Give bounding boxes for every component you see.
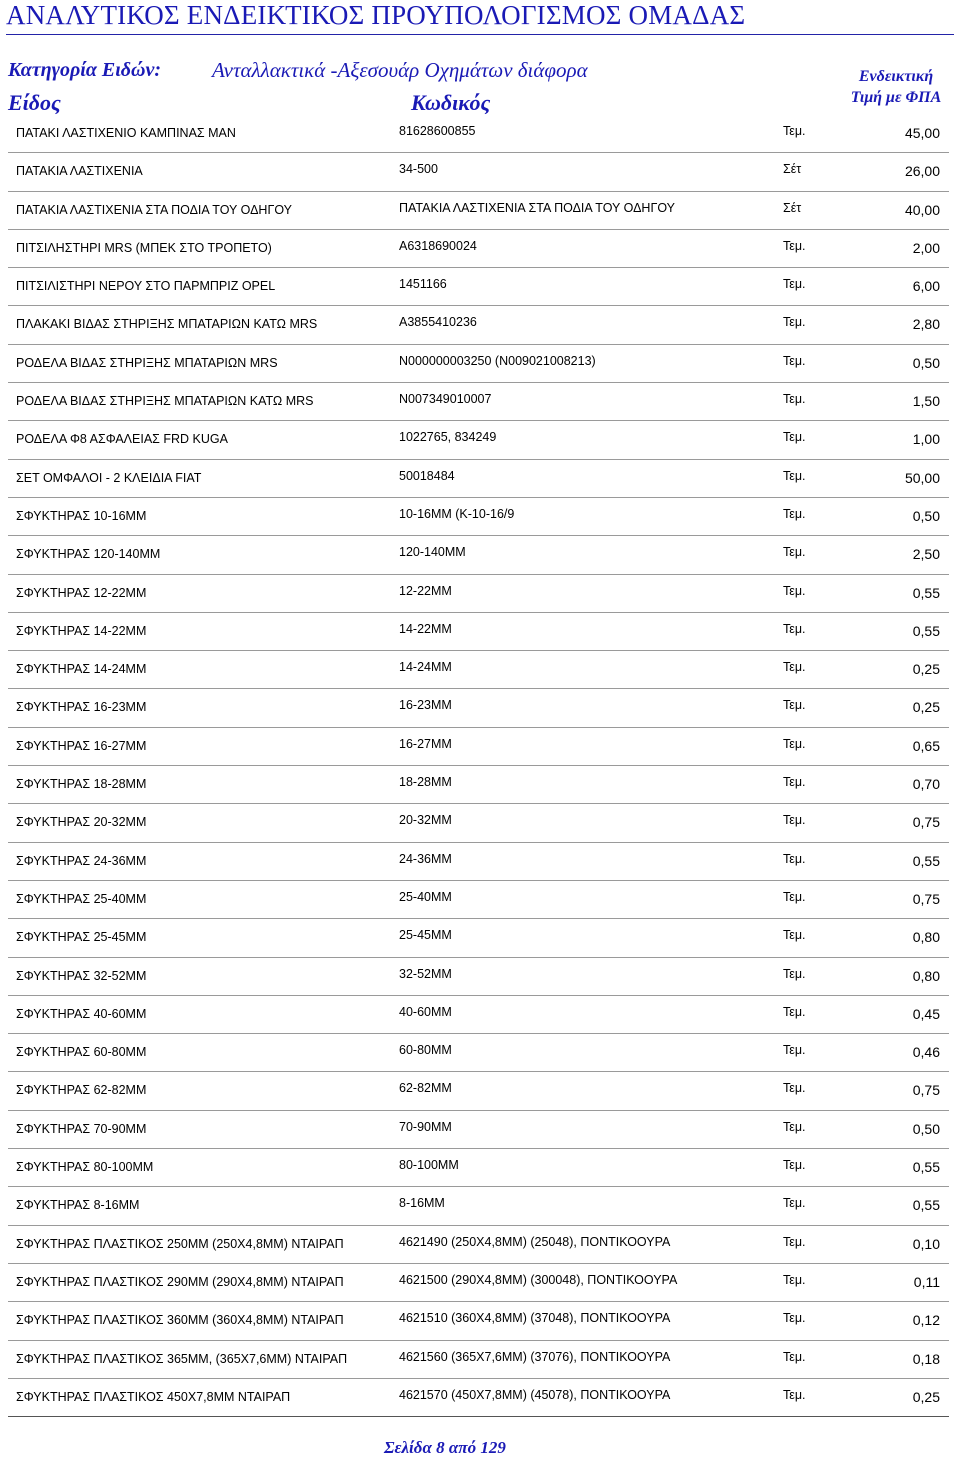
item-price: 0,50: [912, 1120, 940, 1137]
item-price: 1,00: [912, 431, 940, 448]
item-code: 1022765, 834249: [399, 430, 497, 445]
item-code: 81628600855: [399, 124, 476, 138]
item-name: ΠΑΤΑΚΙ ΛΑΣΤΙΧΕΝΙΟ ΚΑΜΠΙΝΑΣ MAN: [16, 126, 236, 140]
item-price: 0,65: [912, 737, 940, 754]
item-name: ΣΦΥΚΤΗΡΑΣ 120-140ΜΜ: [16, 547, 161, 562]
item-code: 62-82ΜΜ: [399, 1081, 452, 1096]
item-price: 2,50: [912, 546, 940, 563]
item-price: 2,80: [912, 316, 940, 333]
item-price: 0,46: [912, 1044, 940, 1061]
table-row: [8, 1072, 949, 1110]
price-column-header: [836, 66, 956, 108]
item-code: 50018484: [399, 468, 455, 483]
item-name: ΣΦΥΚΤΗΡΑΣ 70-90ΜΜ: [16, 1121, 147, 1136]
table-row: [8, 498, 949, 536]
item-name: ΣΦΥΚΤΗΡΑΣ 18-28ΜΜ: [16, 777, 147, 792]
item-price: 0,18: [912, 1350, 940, 1367]
item-price: 26,00: [904, 163, 940, 180]
item-unit: Τεμ.: [783, 1387, 806, 1402]
table-row: [8, 613, 949, 651]
table-row: [8, 1187, 949, 1225]
item-price: 0,45: [912, 1005, 940, 1022]
item-unit: Τεμ.: [783, 851, 806, 866]
item-name: ΣΦΥΚΤΗΡΑΣ 40-60ΜΜ: [16, 1006, 147, 1021]
item-unit: Τεμ.: [783, 1311, 806, 1326]
item-code: 34-500: [399, 162, 438, 177]
item-unit: Τεμ.: [783, 621, 806, 636]
item-code: 32-52ΜΜ: [399, 966, 452, 981]
item-name: ΠΛΑΚΑΚΙ ΒΙΔΑΣ ΣΤΗΡΙΞΗΣ ΜΠΑΤΑΡΙΩΝ ΚΑΤΩ MRS: [16, 317, 318, 332]
item-unit: Τεμ.: [783, 506, 806, 521]
price-header-line1: Ενδεικτική: [858, 68, 934, 85]
item-name: ΡΟΔΕΛΑ ΒΙΔΑΣ ΣΤΗΡΙΞΗΣ ΜΠΑΤΑΡΙΩΝ ΚΑΤΩ MRS: [16, 394, 314, 409]
item-code: 14-22ΜΜ: [399, 621, 452, 636]
item-code: N007349010007: [399, 392, 492, 407]
item-price: 0,80: [912, 929, 940, 946]
item-price: 6,00: [912, 278, 940, 295]
item-unit: Τεμ.: [783, 889, 806, 904]
item-code: 16-27ΜΜ: [399, 736, 452, 751]
table-row: [8, 728, 949, 766]
item-price: 0,75: [912, 1082, 940, 1099]
item-code: 40-60ΜΜ: [399, 1004, 452, 1019]
item-code: 4621500 (290Χ4,8ΜΜ) (300048), ΠΟΝΤΙΚΟΟΥΡΑ: [399, 1272, 678, 1287]
table-row: [8, 881, 949, 919]
item-unit: Τεμ.: [783, 353, 806, 368]
table-row: [8, 421, 949, 459]
item-code: 18-28ΜΜ: [399, 775, 452, 790]
item-unit: Τεμ.: [783, 813, 806, 828]
item-name: ΣΦΥΚΤΗΡΑΣ 16-27ΜΜ: [16, 738, 147, 753]
item-price: 0,55: [912, 622, 940, 639]
item-code: 25-45ΜΜ: [399, 928, 452, 943]
item-name: ΣΦΥΚΤΗΡΑΣ 32-52ΜΜ: [16, 968, 147, 983]
table-row: [8, 1264, 949, 1302]
table-row: [8, 1111, 949, 1149]
item-unit: Τεμ.: [783, 124, 806, 138]
item-code: ΠΑΤΑΚΙΑ ΛΑΣΤΙΧΕΝΙΑ ΣΤΑ ΠΟΔΙΑ ΤΟΥ ΟΔΗΓΟΥ: [399, 200, 675, 215]
item-price: 0,55: [912, 1159, 940, 1176]
item-unit: Τεμ.: [783, 468, 806, 483]
table-row: [8, 1379, 949, 1417]
item-column-header: Είδος: [8, 90, 61, 115]
item-code: 16-23ΜΜ: [399, 698, 452, 713]
table-row: [8, 843, 949, 881]
table-row: [8, 766, 949, 804]
table-row: [8, 1226, 949, 1264]
item-code: 24-36ΜΜ: [399, 851, 452, 866]
item-name: ΣΦΥΚΤΗΡΑΣ 16-23ΜΜ: [16, 700, 147, 715]
table-row: [8, 919, 949, 957]
category-label: Κατηγορία Ειδών:: [8, 59, 162, 81]
item-price: 2,00: [912, 239, 940, 256]
item-name: ΣΦΥΚΤΗΡΑΣ 24-36ΜΜ: [16, 853, 147, 868]
item-code: 1451166: [399, 277, 447, 292]
item-code: 4621490 (250Χ4,8ΜΜ) (25048), ΠΟΝΤΙΚΟΟΥΡΑ: [399, 1234, 671, 1249]
item-unit: Τεμ.: [783, 315, 806, 330]
item-code: 25-40ΜΜ: [399, 889, 452, 904]
table-row: [8, 383, 949, 421]
item-code: 4621510 (360Χ4,8ΜΜ) (37048), ΠΟΝΤΙΚΟΟΥΡΑ: [399, 1311, 671, 1326]
item-code: 70-90ΜΜ: [399, 1119, 452, 1134]
item-unit: Τεμ.: [783, 966, 806, 981]
item-name: ΣΕΤ ΟΜΦΑΛΟΙ - 2 ΚΛΕΙΔΙΑ FIAT: [16, 470, 202, 485]
table-row: [8, 1302, 949, 1340]
document-title: ΑΝΑΛΥΤΙΚΟΣ ΕΝΔΕΙΚΤΙΚΟΣ ΠΡΟΥΠΟΛΟΓΙΣΜΟΣ ΟΜΑΔΑΣ: [6, 0, 954, 35]
item-price: 0,50: [912, 354, 940, 371]
table-row: [8, 1034, 949, 1072]
item-price: 0,55: [912, 1197, 940, 1214]
item-name: ΣΦΥΚΤΗΡΑΣ 14-24ΜΜ: [16, 662, 147, 677]
table-row: [8, 268, 949, 306]
item-unit: Τεμ.: [783, 775, 806, 790]
item-unit: Τεμ.: [783, 1119, 806, 1134]
table-row: [8, 192, 949, 230]
item-price: 0,80: [912, 967, 940, 984]
item-name: ΣΦΥΚΤΗΡΑΣ 20-32ΜΜ: [16, 815, 147, 830]
table-row: [8, 460, 949, 498]
item-name: ΣΦΥΚΤΗΡΑΣ ΠΛΑΣΤΙΚΟΣ 250ΜΜ (250Χ4,8ΜΜ) ΝΤΑΙΡΑΠ: [16, 1236, 344, 1251]
item-unit: Τεμ.: [783, 1349, 806, 1364]
item-name: ΣΦΥΚΤΗΡΑΣ 8-16ΜΜ: [16, 1198, 140, 1213]
table-row: [8, 958, 949, 996]
item-code: 20-32ΜΜ: [399, 813, 452, 828]
item-price: 0,11: [913, 1273, 940, 1290]
table-row: [8, 230, 949, 268]
table-row: [8, 689, 949, 727]
item-price: 0,75: [912, 814, 940, 831]
item-price: 0,25: [912, 1388, 940, 1405]
table-row: [8, 345, 949, 383]
item-price: 50,00: [904, 469, 940, 486]
item-code: 80-100ΜΜ: [399, 1158, 459, 1173]
item-code: 4621560 (365Χ7,6ΜΜ) (37076), ΠΟΝΤΙΚΟΟΥΡΑ: [399, 1349, 671, 1364]
table-row: [8, 996, 949, 1034]
item-code: N000000003250 (N009021008213): [399, 353, 596, 368]
item-price: 1,50: [912, 393, 940, 410]
item-unit: Τεμ.: [783, 277, 806, 292]
table-row: [8, 115, 949, 153]
item-code: 12-22ΜΜ: [399, 583, 452, 598]
item-name: ΣΦΥΚΤΗΡΑΣ ΠΛΑΣΤΙΚΟΣ 360ΜΜ (360Χ4,8ΜΜ) ΝΤΑΙΡΑΠ: [16, 1313, 344, 1328]
item-unit: Τεμ.: [783, 430, 806, 445]
table-row: [8, 651, 949, 689]
item-name: ΣΦΥΚΤΗΡΑΣ 14-22ΜΜ: [16, 623, 147, 638]
table-row: [8, 575, 949, 613]
item-name: ΣΦΥΚΤΗΡΑΣ 10-16ΜΜ: [16, 508, 147, 523]
item-price: 0,75: [912, 890, 940, 907]
item-unit: Σέτ: [783, 200, 802, 215]
item-code: A3855410236: [399, 315, 477, 330]
page-footer: Σελίδα 8 από 129: [384, 1438, 506, 1457]
item-name: ΣΦΥΚΤΗΡΑΣ 80-100ΜΜ: [16, 1160, 154, 1175]
item-code: 8-16ΜΜ: [399, 1196, 445, 1211]
table-row: [8, 153, 949, 191]
item-price: 0,12: [912, 1312, 940, 1329]
item-code: A6318690024: [399, 238, 477, 253]
item-unit: Τεμ.: [783, 1004, 806, 1019]
item-unit: Τεμ.: [783, 736, 806, 751]
item-price: 0,70: [912, 776, 940, 793]
price-header-line2: Τιμή με ΦΠΑ: [850, 89, 942, 106]
table-row: [8, 804, 949, 842]
item-name: ΠΑΤΑΚΙΑ ΛΑΣΤΙΧΕΝΙΑ: [16, 164, 143, 179]
item-unit: Τεμ.: [783, 1234, 806, 1249]
item-code: 14-24ΜΜ: [399, 660, 452, 675]
table-row: [8, 1149, 949, 1187]
item-unit: Τεμ.: [783, 1158, 806, 1173]
item-unit: Τεμ.: [783, 928, 806, 943]
items-table: [8, 115, 949, 1417]
item-name: ΠΙΤΣΙΛΙΣΤΗΡΙ ΝΕΡΟΥ ΣΤΟ ΠΑΡΜΠΡΙΖ OPEL: [16, 279, 276, 294]
item-price: 0,55: [912, 584, 940, 601]
item-unit: Σέτ: [783, 162, 802, 177]
item-unit: Τεμ.: [783, 660, 806, 675]
item-name: ΠΑΤΑΚΙΑ ΛΑΣΤΙΧΕΝΙΑ ΣΤΑ ΠΟΔΙΑ ΤΟΥ ΟΔΗΓΟΥ: [16, 202, 292, 217]
item-unit: Τεμ.: [783, 238, 806, 253]
item-code: 10-16ΜΜ (K-10-16/9: [399, 506, 515, 521]
item-code: 4621570 (450Χ7,8ΜΜ) (45078), ΠΟΝΤΙΚΟΟΥΡΑ: [399, 1387, 671, 1402]
item-price: 0,50: [912, 507, 940, 524]
item-name: ΡΟΔΕΛΑ Φ8 ΑΣΦΑΛΕΙΑΣ FRD KUGA: [16, 432, 228, 447]
item-price: 0,10: [912, 1235, 940, 1252]
item-price: 45,00: [904, 125, 940, 141]
item-name: ΠΙΤΣΙΛΗΣΤΗΡΙ MRS (ΜΠΕΚ ΣΤΟ ΤΡΟΠΕΤΟ): [16, 240, 272, 255]
item-price: 0,25: [912, 699, 940, 716]
item-price: 0,25: [912, 661, 940, 678]
item-name: ΣΦΥΚΤΗΡΑΣ ΠΛΑΣΤΙΚΟΣ 290ΜΜ (290Χ4,8ΜΜ) ΝΤΑΙΡΑΠ: [16, 1274, 344, 1289]
item-name: ΣΦΥΚΤΗΡΑΣ 12-22ΜΜ: [16, 585, 147, 600]
item-unit: Τεμ.: [783, 1043, 806, 1058]
item-code: 120-140ΜΜ: [399, 545, 466, 560]
item-unit: Τεμ.: [783, 1272, 806, 1287]
item-name: ΣΦΥΚΤΗΡΑΣ 60-80ΜΜ: [16, 1045, 147, 1060]
item-name: ΡΟΔΕΛΑ ΒΙΔΑΣ ΣΤΗΡΙΞΗΣ ΜΠΑΤΑΡΙΩΝ MRS: [16, 355, 278, 370]
item-price: 0,55: [912, 852, 940, 869]
item-name: ΣΦΥΚΤΗΡΑΣ ΠΛΑΣΤΙΚΟΣ 450Χ7,8ΜΜ ΝΤΑΙΡΑΠ: [16, 1389, 291, 1404]
item-code: 60-80ΜΜ: [399, 1043, 452, 1058]
item-name: ΣΦΥΚΤΗΡΑΣ 25-45ΜΜ: [16, 930, 147, 945]
item-unit: Τεμ.: [783, 1196, 806, 1211]
item-name: ΣΦΥΚΤΗΡΑΣ 62-82ΜΜ: [16, 1083, 147, 1098]
item-name: ΣΦΥΚΤΗΡΑΣ ΠΛΑΣΤΙΚΟΣ 365ΜΜ, (365Χ7,6ΜΜ) ΝΤΑΙΡΑΠ: [16, 1351, 348, 1366]
item-unit: Τεμ.: [783, 1081, 806, 1096]
item-unit: Τεμ.: [783, 698, 806, 713]
code-column-header: Κωδικός: [411, 90, 491, 115]
item-unit: Τεμ.: [783, 545, 806, 560]
item-unit: Τεμ.: [783, 392, 806, 407]
category-value: Ανταλλακτικά -Αξεσουάρ Οχημάτων διάφορα: [212, 58, 588, 82]
item-unit: Τεμ.: [783, 583, 806, 598]
table-row: [8, 536, 949, 574]
item-name: ΣΦΥΚΤΗΡΑΣ 25-40ΜΜ: [16, 891, 147, 906]
item-price: 40,00: [904, 201, 940, 218]
table-row: [8, 306, 949, 344]
table-row: [8, 1341, 949, 1379]
